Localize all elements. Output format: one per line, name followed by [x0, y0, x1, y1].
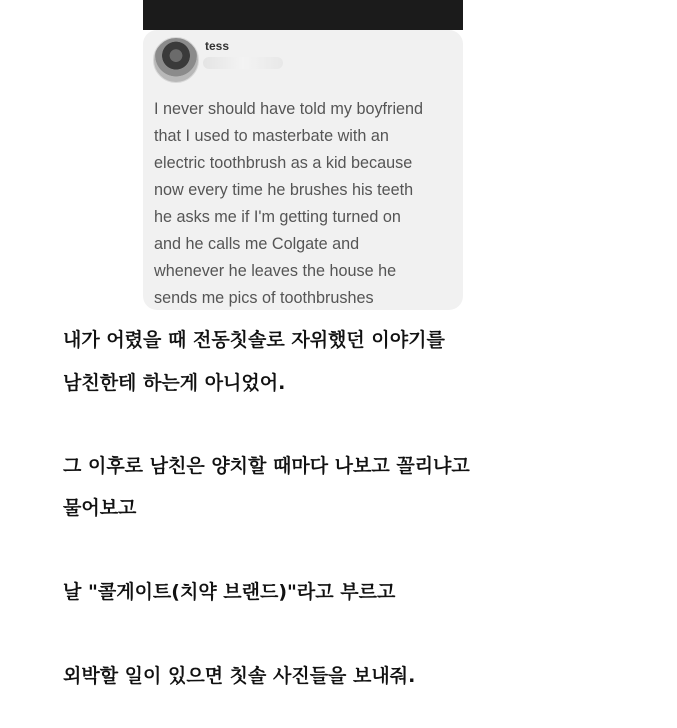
- tweet-line: he asks me if I'm getting turned on: [154, 208, 401, 226]
- tweet-line: sends me pics of toothbrushes: [154, 289, 374, 307]
- top-dark-bar: [143, 0, 463, 30]
- tweet-text: [154, 96, 454, 310]
- caption-line-1: 내가 어렸을 때 전동칫솔로 자위했던 이야기를: [63, 329, 445, 351]
- caption-line-4: 물어보고: [63, 497, 137, 519]
- tweet-line: and he calls me Colgate and: [154, 235, 360, 253]
- caption-line-2: 남친한테 하는게 아니었어.: [63, 372, 286, 394]
- tweet-username[interactable]: tess: [205, 39, 230, 53]
- tweet-line: now every time he brushes his teeth: [154, 181, 414, 199]
- tweet-handle-blurred: [203, 57, 283, 69]
- tweet-card: [143, 30, 463, 310]
- avatar[interactable]: [153, 37, 199, 83]
- caption-line-6: 외박할 일이 있으면 칫솔 사진들을 보내줘.: [63, 665, 416, 687]
- tweet-line: electric toothbrush as a kid because: [154, 154, 413, 172]
- caption-line-5: 날 "콜게이트(치약 브랜드)"라고 부르고: [63, 581, 396, 603]
- tweet-line: that I used to masterbate with an: [154, 127, 389, 145]
- caption-line-3: 그 이후로 남친은 양치할 때마다 나보고 꼴리냐고: [63, 455, 470, 477]
- tweet-line: whenever he leaves the house he: [154, 262, 397, 280]
- tweet-line: I never should have told my boyfriend: [154, 100, 424, 118]
